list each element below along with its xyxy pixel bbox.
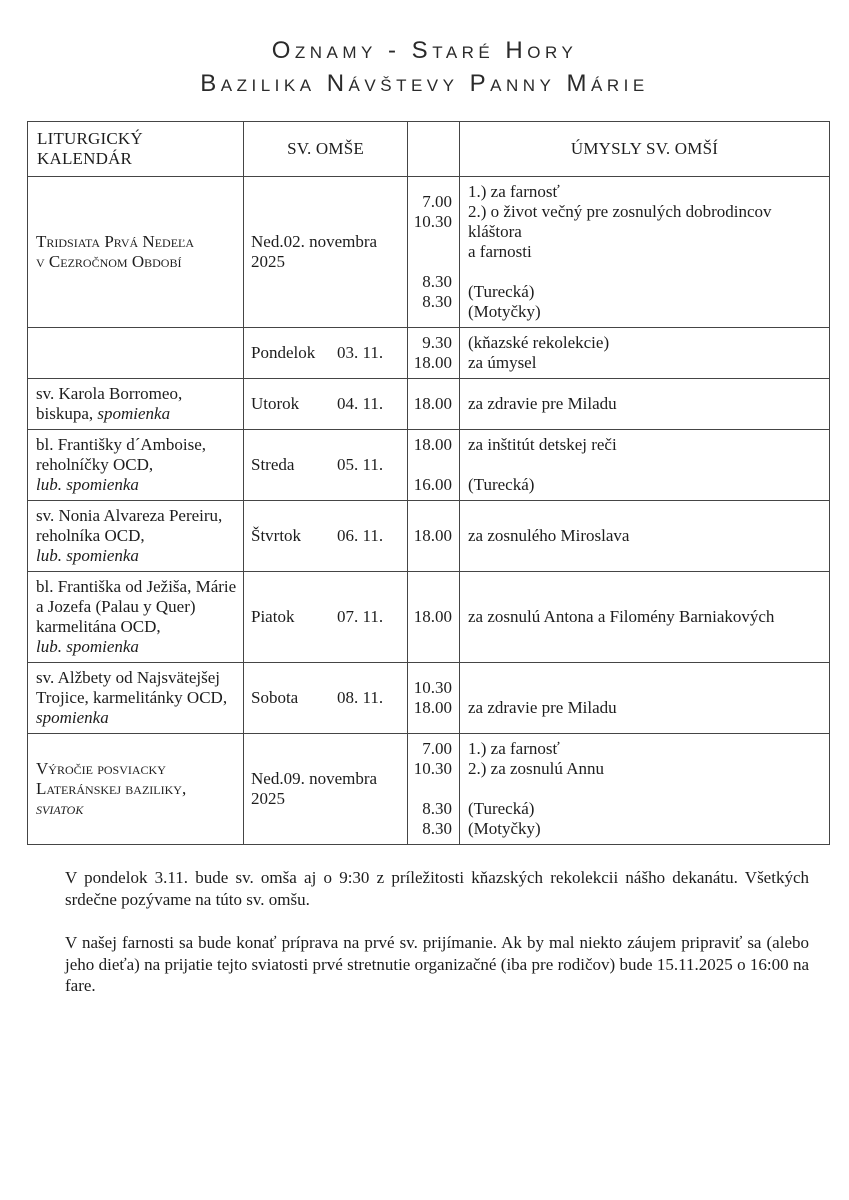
calendar-line (36, 617, 239, 637)
note-first-communion: V našej farnosti sa bude konať príprava na prvé sv. prijímanie. Ak by mal niekto záujem pripraviť sa (alebo jeho dieťa) na prijatie tejto sviatosti prvé stretnutie organizačné (iba pre rodičov) bude 15.11.2025 o 16:00 na fare. (65, 933, 809, 995)
calendar-text: Tridsiata Prvá Nedeľa (36, 232, 195, 251)
calendar-text: sv. Alžbety od Najsvätejšej (36, 668, 220, 687)
calendar-text: sv. Karola Borromeo, (36, 384, 183, 403)
table-header-row (28, 122, 830, 177)
day-date: 03. 11. (337, 343, 384, 362)
table-row (28, 501, 830, 572)
mass-time: 18.00 (413, 607, 452, 626)
day-date: 05. 11. (337, 455, 384, 474)
calendar-line (36, 637, 239, 657)
table-row (28, 328, 830, 379)
day-date: 07. 11. (337, 607, 384, 626)
calendar-line (36, 799, 239, 819)
calendar-text: reholníčky OCD, (36, 455, 154, 474)
times-cell (408, 734, 460, 845)
day-date: 08. 11. (337, 688, 384, 707)
calendar-cell (28, 379, 244, 430)
table-row (28, 177, 830, 328)
intentions-cell (460, 177, 830, 328)
mass-intention: (kňazské rekolekcie) (468, 333, 610, 352)
calendar-text: spomienka (97, 404, 171, 423)
mass-time: 18.00 (413, 394, 452, 413)
times-cell (408, 572, 460, 663)
calendar-line (36, 435, 239, 455)
mass-intention: (Motyčky) (468, 302, 541, 321)
day-name: Sobota (251, 688, 299, 707)
calendar-cell (28, 734, 244, 845)
mass-time: 9.30 (422, 333, 452, 352)
intentions-cell (460, 501, 830, 572)
day-date: 04. 11. (337, 394, 384, 413)
calendar-cell (28, 501, 244, 572)
calendar-line (36, 708, 239, 728)
table-row (28, 379, 830, 430)
day-cell (244, 177, 408, 328)
calendar-line (36, 577, 239, 597)
calendar-line (36, 526, 239, 546)
calendar-line (36, 384, 239, 404)
mass-intention: (Turecká) (468, 475, 535, 494)
calendar-text: sv. Nonia Alvareza Pereiru, (36, 506, 223, 525)
announcements-notes (65, 867, 809, 997)
intentions-cell (460, 734, 830, 845)
mass-time: 10.30 (413, 759, 452, 778)
calendar-text: lub. spomienka (36, 637, 139, 656)
calendar-line (36, 779, 239, 799)
mass-intention (468, 779, 825, 799)
calendar-cell (28, 430, 244, 501)
mass-time: 10.30 (413, 212, 452, 231)
table-row (28, 572, 830, 663)
calendar-text: reholníka OCD, (36, 526, 145, 545)
calendar-text: Výročie posviacky (36, 759, 166, 778)
day-cell (244, 501, 408, 572)
mass-intention (468, 455, 825, 475)
intentions-cell (460, 572, 830, 663)
calendar-line (36, 404, 239, 424)
mass-intention: za zdravie pre Miladu (468, 698, 617, 717)
day-name: Streda (251, 455, 295, 474)
times-cell (408, 328, 460, 379)
calendar-line (36, 506, 239, 526)
calendar-text: a Jozefa (Palau y Quer) (36, 597, 196, 616)
mass-time: 8.30 (422, 799, 452, 818)
calendar-text: Trojice, karmelitánky OCD, (36, 688, 228, 707)
mass-time: 8.30 (422, 819, 452, 838)
calendar-text: v Cezročnom Období (36, 252, 182, 271)
day-cell (244, 663, 408, 734)
mass-time: 8.30 (422, 272, 452, 291)
mass-intention: 2.) za zosnulú Annu (468, 759, 604, 778)
table-row (28, 663, 830, 734)
calendar-line (36, 546, 239, 566)
calendar-line (36, 668, 239, 688)
calendar-text: Lateránskej baziliky, (36, 779, 187, 798)
intentions-cell (460, 663, 830, 734)
day-name: Štvrtok (251, 526, 302, 545)
mass-time: 18.00 (413, 353, 452, 372)
calendar-text: karmelitána OCD, (36, 617, 161, 636)
times-cell (408, 379, 460, 430)
day-cell (244, 379, 408, 430)
page-title (0, 0, 849, 100)
mass-intention: a farnosti (468, 242, 532, 261)
day-cell (244, 734, 408, 845)
mass-intention: (Motyčky) (468, 819, 541, 838)
calendar-line (36, 252, 239, 272)
header-liturgical-calendar: LITURGICKÝ KALENDÁR (28, 122, 244, 177)
intentions-cell (460, 328, 830, 379)
mass-intention (468, 678, 825, 698)
calendar-text: lub. spomienka (36, 546, 139, 565)
calendar-line (36, 232, 239, 252)
calendar-cell (28, 572, 244, 663)
intentions-cell (460, 430, 830, 501)
day-cell (244, 572, 408, 663)
mass-intention: (Turecká) (468, 799, 535, 818)
mass-time: 18.00 (413, 435, 452, 454)
times-cell (408, 177, 460, 328)
day-name: Piatok (251, 607, 295, 626)
times-cell (408, 430, 460, 501)
calendar-text: bl. Františka od Ježiša, Márie (36, 577, 237, 596)
mass-time: 16.00 (413, 475, 452, 494)
calendar-cell (28, 663, 244, 734)
mass-time: 10.30 (413, 678, 452, 697)
calendar-text: biskupa, (36, 404, 98, 423)
mass-intention: 1.) za farnosť (468, 739, 560, 758)
page-title-line2: Bazilika Návštevy Panny Márie (200, 70, 649, 97)
calendar-line (36, 597, 239, 617)
day-cell (244, 328, 408, 379)
header-intentions: ÚMYSLY SV. OMŠÍ (460, 122, 830, 177)
page-title-line1: Oznamy - Staré Hory (271, 37, 578, 64)
mass-intention: za inštitút detskej reči (468, 435, 617, 454)
calendar-text: lub. spomienka (36, 475, 139, 494)
mass-intention: za zosnulého Miroslava (468, 526, 630, 545)
calendar-cell (28, 328, 244, 379)
mass-time (409, 455, 452, 475)
day-full-date: Ned.02. novembra 2025 (251, 232, 378, 271)
header-times (408, 122, 460, 177)
mass-time (409, 252, 452, 272)
calendar-text: sviatok (36, 799, 84, 818)
mass-time: 8.30 (422, 292, 452, 311)
mass-time: 7.00 (422, 739, 452, 758)
table-row (28, 430, 830, 501)
calendar-text: spomienka (36, 708, 109, 727)
mass-intention: za zosnulú Antona a Filomény Barniakových (468, 607, 775, 626)
times-cell (408, 501, 460, 572)
day-date: 06. 11. (337, 526, 384, 545)
mass-intention: 2.) o život večný pre zosnulých dobrodincov kláštora (468, 202, 772, 241)
calendar-line (36, 475, 239, 495)
table-row (28, 734, 830, 845)
mass-intention: za zdravie pre Miladu (468, 394, 617, 413)
mass-time: 18.00 (413, 526, 452, 545)
header-masses: SV. OMŠE (244, 122, 408, 177)
mass-time (409, 779, 452, 799)
calendar-line (36, 759, 239, 779)
mass-time (409, 232, 452, 252)
day-name: Utorok (251, 394, 300, 413)
day-cell (244, 430, 408, 501)
mass-intention: za úmysel (468, 353, 537, 372)
mass-intention: (Turecká) (468, 282, 535, 301)
liturgical-schedule-table (27, 121, 830, 845)
calendar-line (36, 688, 239, 708)
calendar-cell (28, 177, 244, 328)
calendar-text: bl. Františky d´Amboise, (36, 435, 206, 454)
calendar-line (36, 455, 239, 475)
mass-intention (468, 262, 825, 282)
times-cell (408, 663, 460, 734)
day-full-date: Ned.09. novembra 2025 (251, 769, 378, 808)
mass-intention: 1.) za farnosť (468, 182, 560, 201)
mass-time: 7.00 (422, 192, 452, 211)
note-recollection: V pondelok 3.11. bude sv. omša aj o 9:30 z príležitosti kňazských rekolekcii nášho dekanátu. Všetkých srdečne pozývame na túto sv. omšu. (65, 868, 809, 909)
mass-time: 18.00 (413, 698, 452, 717)
intentions-cell (460, 379, 830, 430)
day-name: Pondelok (251, 343, 316, 362)
